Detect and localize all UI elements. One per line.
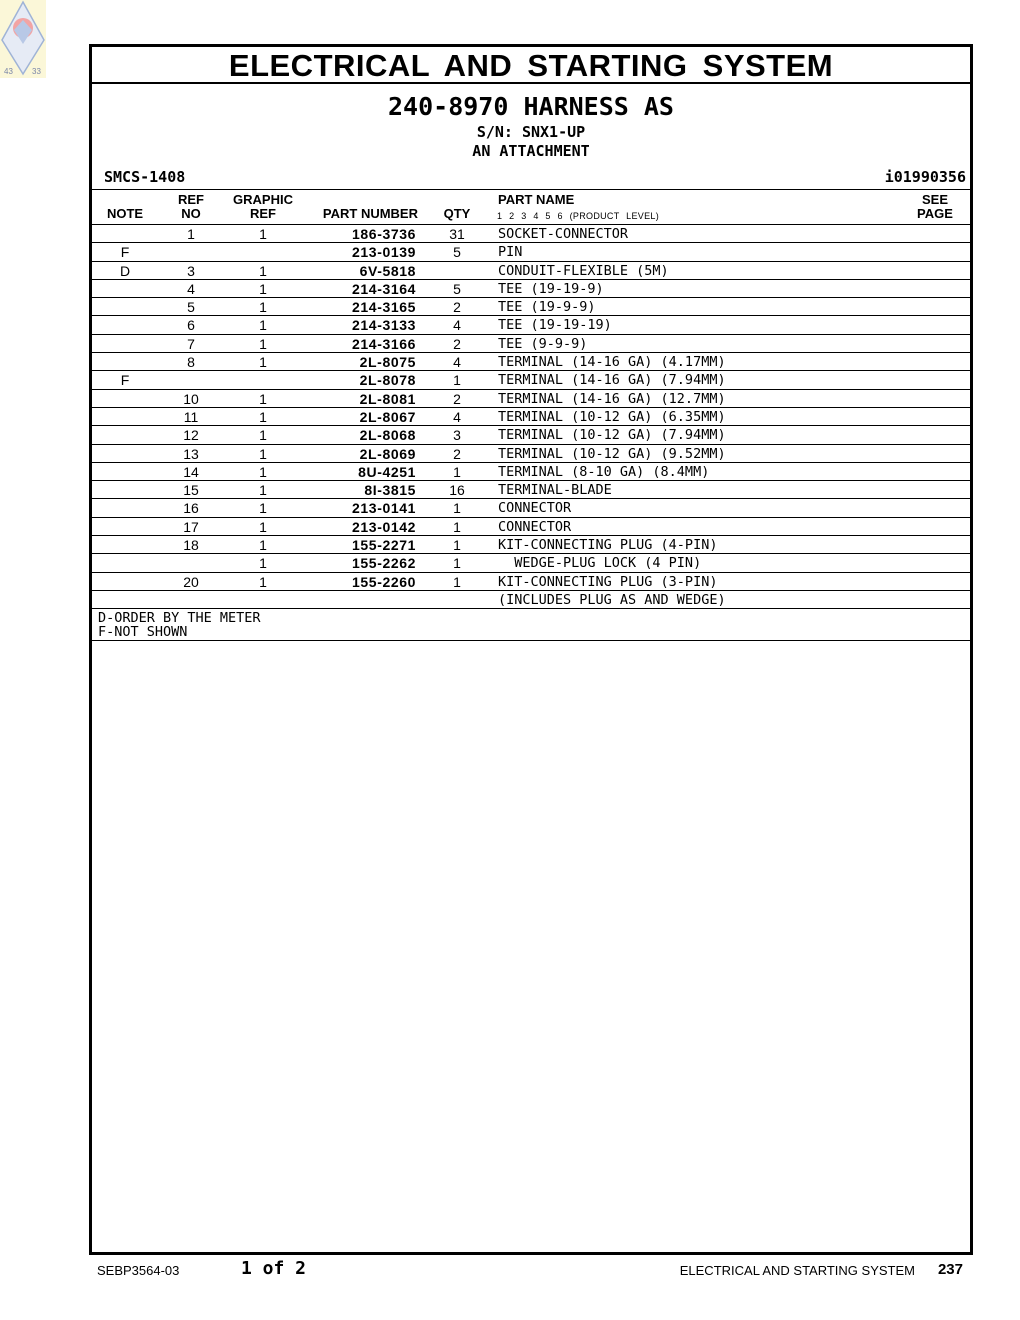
part-name-cell: TEE (19-19-19) (498, 317, 612, 334)
part-number-cell: 214-3164 (352, 280, 416, 297)
ref-no-cell: 3 (187, 262, 195, 279)
part-name-cell: TERMINAL (8-10 GA) (8.4MM) (498, 463, 710, 480)
parts-frame (89, 44, 973, 1255)
part-name-cell: CONNECTOR (498, 500, 572, 517)
part-number-cell: 214-3133 (352, 317, 416, 334)
col-part-number: PART NUMBER (322, 206, 418, 221)
part-number-cell: 8I-3815 (364, 482, 416, 499)
graphic-ref-cell: 1 (259, 463, 267, 480)
ref-no-cell: 5 (187, 299, 195, 316)
col-note: NOTE (106, 206, 144, 221)
smcs-code: SMCS-1408 (104, 168, 186, 186)
part-name-cell: SOCKET-CONNECTOR (498, 226, 629, 242)
graphic-ref-cell: 1 (259, 555, 267, 572)
qty-cell: 2 (453, 390, 461, 407)
manual-logo (0, 0, 46, 78)
table-row (92, 536, 970, 554)
col-ref-top: REF (178, 192, 204, 207)
qty-cell: 2 (453, 445, 461, 462)
parts-table-body (92, 225, 970, 609)
col-part-name: PART NAME (498, 192, 575, 207)
part-name-cell: CONDUIT-FLEXIBLE (5M) (498, 262, 669, 279)
part-name-cell: TEE (19-19-9) (498, 280, 604, 297)
part-number-cell: 214-3166 (352, 335, 416, 352)
part-number-cell: 6V-5818 (359, 262, 416, 279)
col-product-level: 1 2 3 4 5 6 (PRODUCT LEVEL) (497, 211, 659, 221)
qty-cell: 3 (453, 427, 461, 444)
graphic-ref-cell: 1 (259, 537, 267, 554)
part-number-cell: 155-2262 (352, 555, 416, 572)
part-number-cell: 2L-8069 (359, 445, 416, 462)
document-number: SEBP3564-03 (97, 1263, 180, 1278)
graphic-ref-cell: 1 (259, 445, 267, 462)
ref-no-cell: 13 (183, 445, 199, 462)
part-name-cell: TEE (9-9-9) (498, 335, 588, 352)
part-number-cell: 2L-8075 (359, 354, 416, 371)
harness-title: 240-8970 HARNESS AS (388, 92, 674, 121)
qty-cell: 4 (453, 408, 461, 425)
graphic-ref-cell: 1 (259, 518, 267, 535)
table-row (92, 353, 970, 371)
part-name-cell: TEE (19-9-9) (498, 299, 596, 316)
footnote: D-ORDER BY THE METER (98, 610, 261, 627)
table-row (92, 390, 970, 408)
table-row (92, 426, 970, 444)
col-ref-bottom: NO (181, 206, 201, 221)
ref-no-cell: 1 (187, 226, 195, 242)
ref-no-cell: 20 (183, 573, 199, 590)
ref-no-cell: 16 (183, 500, 199, 517)
qty-cell: 1 (453, 573, 461, 590)
footnote: F-NOT SHOWN (98, 624, 188, 641)
table-row (92, 262, 970, 280)
ref-no-cell: 12 (183, 427, 199, 444)
col-gref-top: GRAPHIC (233, 192, 293, 207)
footnotes (92, 609, 970, 641)
section-title: ELECTRICAL AND STARTING SYSTEM (92, 47, 970, 84)
ref-no-cell: 11 (183, 408, 199, 425)
table-row (92, 408, 970, 426)
logo-number-right: 33 (32, 67, 41, 76)
graphic-ref-cell: 1 (259, 317, 267, 334)
col-gref-bottom: REF (250, 206, 276, 221)
qty-cell: 1 (453, 518, 461, 535)
logo-number-left: 43 (4, 67, 13, 76)
table-row (92, 280, 970, 298)
part-name-cell: KIT-CONNECTING PLUG (4-PIN) (498, 537, 718, 554)
ref-no-cell: 15 (183, 482, 199, 499)
note-cell: F (120, 244, 130, 261)
ref-no-cell: 8 (187, 354, 195, 371)
graphic-ref-cell: 1 (259, 354, 267, 371)
page-footer (0, 1258, 1020, 1282)
table-row (92, 225, 970, 243)
table-row (92, 518, 970, 536)
graphic-ref-cell: 1 (259, 226, 267, 242)
qty-cell: 2 (453, 335, 461, 352)
qty-cell: 16 (449, 482, 465, 499)
part-name-cell: TERMINAL (10-12 GA) (7.94MM) (498, 427, 726, 444)
table-row (92, 335, 970, 353)
qty-cell: 5 (453, 280, 461, 297)
table-row (92, 573, 970, 591)
ref-no-cell: 14 (183, 463, 199, 480)
part-number-cell: 2L-8068 (359, 427, 416, 444)
table-row (92, 463, 970, 481)
part-number-cell: 213-0139 (352, 244, 416, 261)
graphic-ref-cell: 1 (259, 299, 267, 316)
graphic-ref-cell: 1 (259, 262, 267, 279)
page-number: 237 (937, 1261, 963, 1278)
part-name-cell: KIT-CONNECTING PLUG (3-PIN) (498, 573, 718, 590)
qty-cell: 1 (453, 555, 461, 572)
ref-no-cell: 4 (187, 280, 195, 297)
qty-cell: 1 (453, 372, 461, 389)
part-name-cell: TERMINAL (14-16 GA) (7.94MM) (498, 372, 726, 389)
qty-cell: 4 (453, 354, 461, 371)
table-row (92, 554, 970, 572)
table-row (92, 298, 970, 316)
ref-no-cell: 10 (183, 390, 199, 407)
illustration-id: i01990356 (884, 168, 966, 186)
table-row (92, 371, 970, 389)
part-name-cell: CONNECTOR (498, 518, 572, 535)
part-name-cell: TERMINAL (10-12 GA) (9.52MM) (498, 445, 726, 462)
harness-header (92, 84, 970, 189)
graphic-ref-cell: 1 (259, 573, 267, 590)
part-number-cell: 155-2260 (352, 573, 416, 590)
note-cell: F (120, 372, 130, 389)
part-number-cell: 214-3165 (352, 299, 416, 316)
qty-cell: 1 (453, 537, 461, 554)
table-row (92, 481, 970, 499)
part-name-cell: WEDGE-PLUG LOCK (4 PIN) (498, 555, 702, 572)
ref-no-cell: 7 (187, 335, 195, 352)
table-row (92, 499, 970, 517)
serial-number: S/N: SNX1-UP (476, 123, 586, 141)
qty-cell: 4 (453, 317, 461, 334)
attachment-label: AN ATTACHMENT (472, 142, 590, 160)
note-cell: D (119, 262, 131, 279)
part-number-cell: 213-0142 (352, 518, 416, 535)
ref-no-cell: 17 (183, 518, 199, 535)
graphic-ref-cell: 1 (259, 408, 267, 425)
qty-cell: 1 (453, 463, 461, 480)
graphic-ref-cell: 1 (259, 482, 267, 499)
part-number-cell: 2L-8081 (359, 390, 416, 407)
part-number-cell: 213-0141 (352, 500, 416, 517)
col-see-top: SEE (921, 192, 948, 207)
graphic-ref-cell: 1 (259, 390, 267, 407)
part-name-cell: TERMINAL (14-16 GA) (12.7MM) (498, 390, 726, 407)
graphic-ref-cell: 1 (259, 335, 267, 352)
graphic-ref-cell: 1 (259, 500, 267, 517)
qty-cell: 2 (453, 299, 461, 316)
graphic-ref-cell: 1 (259, 280, 267, 297)
part-number-cell: 186-3736 (352, 226, 416, 242)
table-row (92, 243, 970, 261)
col-see-bottom: PAGE (917, 206, 953, 221)
col-qty: QTY (443, 206, 471, 221)
part-number-cell: 8U-4251 (358, 463, 416, 480)
footer-section: ELECTRICAL AND STARTING SYSTEM (679, 1263, 915, 1278)
part-number-cell: 155-2271 (352, 537, 416, 554)
part-name-cell: PIN (498, 244, 523, 261)
part-name-cell: TERMINAL-BLADE (498, 482, 612, 499)
qty-cell: 1 (453, 500, 461, 517)
page-of: 1 of 2 (241, 1258, 307, 1279)
table-row (92, 316, 970, 334)
ref-no-cell: 6 (187, 317, 195, 334)
graphic-ref-cell: 1 (259, 427, 267, 444)
part-number-cell: 2L-8078 (359, 372, 416, 389)
part-name-cell: (INCLUDES PLUG AS AND WEDGE) (498, 591, 726, 608)
table-header (92, 189, 970, 225)
qty-cell: 31 (449, 226, 465, 242)
ref-no-cell: 18 (183, 537, 199, 554)
qty-cell: 5 (453, 244, 461, 261)
part-name-cell: TERMINAL (14-16 GA) (4.17MM) (498, 354, 726, 371)
table-row (92, 445, 970, 463)
part-name-cell: TERMINAL (10-12 GA) (6.35MM) (498, 408, 726, 425)
part-number-cell: 2L-8067 (359, 408, 416, 425)
table-row (92, 591, 970, 609)
